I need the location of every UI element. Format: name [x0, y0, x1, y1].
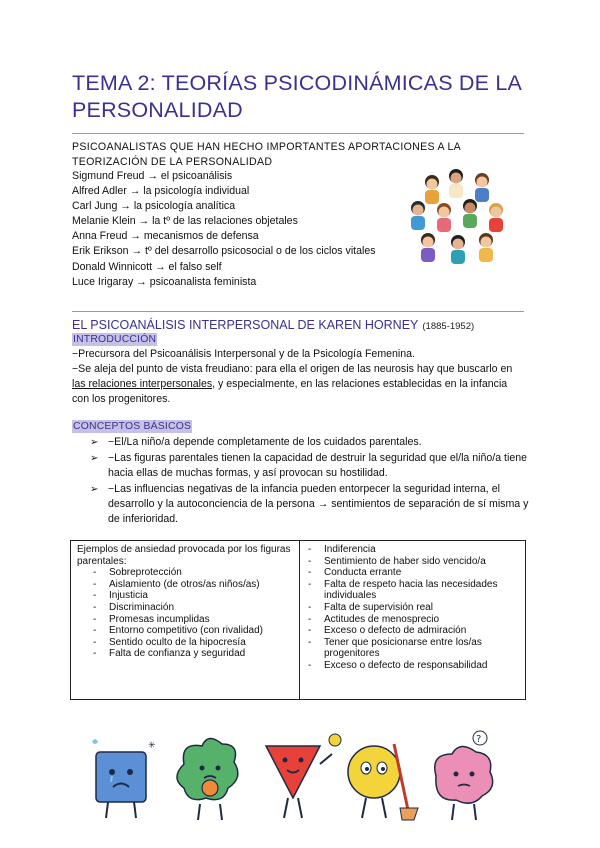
list-item: - Discriminación: [77, 602, 293, 614]
concept-text: −Las figuras parentales tienen la capacidad de destruir la seguridad que el/la niño/a tiene hacia ellas de muchas formas, y así provocan su hostilidad.: [108, 452, 528, 479]
table-heading: Ejemplos de ansiedad provocada por los figuras parentales:: [77, 544, 291, 567]
svg-text:✳: ✳: [148, 740, 156, 750]
emotion-mascots-illustration: [84, 724, 504, 824]
svg-text:?: ?: [476, 734, 482, 745]
list-item: - Tener que posicionarse entre los/as progenitores: [306, 637, 519, 660]
list-item: Sigmund Freud → el psicoanálisis: [72, 170, 233, 182]
table-left-column: [71, 541, 300, 699]
arrow-bullet-icon: ➢: [90, 453, 99, 464]
anxiety-examples-table: [70, 540, 526, 700]
person-figure: [437, 203, 451, 232]
person-figure: [425, 175, 439, 204]
list-item: Carl Jung → la psicología analítica: [72, 200, 236, 213]
person-figure: [479, 233, 493, 262]
divider: [72, 133, 524, 134]
list-item: - Sentimiento de haber sido vencido/a: [306, 556, 519, 568]
underlined-text: las relaciones interpersonales: [72, 378, 213, 390]
intro-heading: PSICOANALISTAS QUE HAN HECHO IMPORTANTES APORTACIONES A LA TEORIZACIÓN DE LA PERSONALIDAD: [72, 141, 461, 168]
intro-text: , y especialmente, en las relaciones establecidas en la infancia con los progenitores.: [72, 378, 508, 405]
list-item: Donald Winnicott → el falso self: [72, 260, 222, 273]
introduction-tag: INTRODUCCIÓN: [73, 334, 157, 345]
person-figure: [475, 173, 489, 202]
list-item: Anna Freud → mecanismos de defensa: [72, 230, 259, 243]
divider: [72, 311, 524, 312]
list-item: - Falta de supervisión real: [306, 602, 519, 614]
intro-paragraph-1: −Precursora del Psicoanálisis Interpersonal y de la Psicología Femenina.: [72, 348, 416, 360]
arrow-bullet-icon: ➢: [90, 437, 99, 448]
list-item: Luce Irigaray → psicoanalista feminista: [72, 275, 257, 288]
list-item: - Sentido oculto de la hipocresía: [77, 637, 293, 649]
list-item: Erik Erikson → tº del desarrollo psicosocial o de los ciclos vitales: [72, 245, 376, 258]
list-item: - Exceso o defecto de responsabilidad: [306, 660, 519, 672]
table-right-column: [300, 541, 525, 699]
list-item: - Exceso o defecto de admiración: [306, 625, 519, 637]
concepts-list: [90, 435, 530, 528]
list-item: - Falta de confianza y seguridad: [77, 648, 293, 660]
list-item: [90, 435, 530, 450]
analysts-list: [72, 169, 412, 290]
green-blob-mascot: [177, 738, 238, 820]
person-figure: [451, 235, 465, 264]
list-item: [90, 451, 530, 481]
concepts-tag: CONCEPTOS BÁSICOS: [73, 421, 192, 432]
list-item: [90, 482, 530, 527]
list-item: - Indiferencia: [306, 544, 519, 556]
section-title-text: EL PSICOANÁLISIS INTERPERSONAL DE KAREN HORNEY: [72, 318, 419, 332]
person-figure: [421, 233, 435, 262]
pink-cloud-mascot: [435, 731, 493, 820]
anxiety-list-left: [77, 567, 293, 660]
list-item: Alfred Adler → la psicología individual: [72, 185, 250, 198]
list-item: - Entorno competitivo (con rivalidad): [77, 625, 293, 637]
section-title: [72, 318, 474, 332]
section-years: (1885-1952): [422, 321, 475, 332]
list-item: - Aislamiento (de otros/as niños/as): [77, 579, 293, 591]
page-title: TEMA 2: TEORÍAS PSICODINÁMICAS DE LA PERSONALIDAD: [72, 71, 521, 122]
person-figure: [489, 203, 503, 232]
person-figure: [411, 201, 425, 230]
group-of-people-illustration: [398, 160, 518, 275]
list-item: - Conducta errante: [306, 567, 519, 579]
list-item: - Sobreprotección: [77, 567, 293, 579]
person-figure: [463, 199, 477, 228]
red-triangle-mascot: [266, 734, 341, 818]
sad-square-mascot: [92, 739, 156, 818]
list-item: - Falta de respeto hacia las necesidades individuales: [306, 579, 519, 602]
arrow-bullet-icon: ➢: [90, 484, 99, 495]
concept-text: −Las influencias negativas de la infancia pueden entorpecer la seguridad interna, el desarrollo y la autoconciencia de la persona → sentimientos de separación de sí misma y de inferioridad.: [108, 483, 529, 525]
yellow-circle-mascot: [348, 744, 418, 820]
anxiety-list-right: [306, 544, 519, 672]
list-item: - Promesas incumplidas: [77, 614, 293, 626]
person-figure: [449, 169, 463, 198]
list-item: - Injusticia: [77, 590, 293, 602]
concept-text: −El/La niño/a depende completamente de los cuidados parentales.: [108, 436, 422, 448]
intro-text: −Se aleja del punto de vista freudiano: para ella el origen de las neurosis hay que buscarlo en: [72, 363, 513, 375]
intro-paragraph-2: [72, 362, 526, 407]
list-item: Melanie Klein → la tº de las relaciones objetales: [72, 215, 298, 228]
list-item: - Actitudes de menosprecio: [306, 614, 519, 626]
